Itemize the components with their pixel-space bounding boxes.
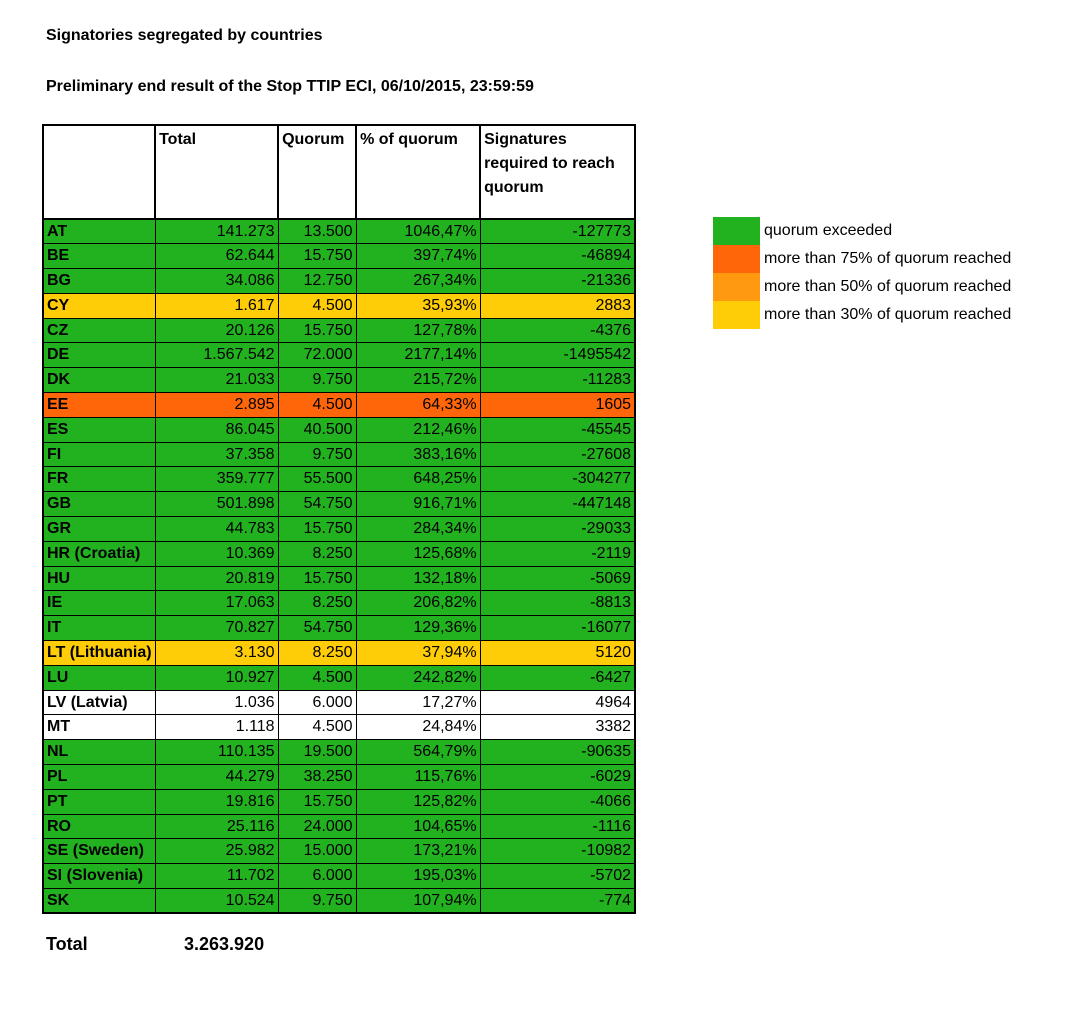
quorum-cell: 72.000 <box>278 343 356 368</box>
legend-swatch <box>713 301 760 329</box>
quorum-cell: 55.500 <box>278 467 356 492</box>
quorum-cell: 8.250 <box>278 591 356 616</box>
total-cell: 37.358 <box>155 442 278 467</box>
country-cell: BE <box>43 244 155 269</box>
legend-item <box>713 273 1011 301</box>
quorum-cell: 4.500 <box>278 715 356 740</box>
legend-label: more than 30% of quorum reached <box>764 306 1012 323</box>
quorum-cell: 15.000 <box>278 839 356 864</box>
signatures-required-cell: -16077 <box>480 616 635 641</box>
percent-of-quorum-cell: 397,74% <box>356 244 480 269</box>
signatures-required-cell: -1116 <box>480 814 635 839</box>
percent-of-quorum-cell: 129,36% <box>356 616 480 641</box>
quorum-cell: 9.750 <box>278 889 356 914</box>
total-cell: 11.702 <box>155 864 278 889</box>
signatures-required-cell: -29033 <box>480 517 635 542</box>
header-quorum: Quorum <box>278 125 356 219</box>
percent-of-quorum-cell: 648,25% <box>356 467 480 492</box>
quorum-cell: 15.750 <box>278 789 356 814</box>
total-cell: 10.369 <box>155 541 278 566</box>
table-row <box>43 765 635 790</box>
total-cell: 34.086 <box>155 269 278 294</box>
legend-label: quorum exceeded <box>764 222 893 239</box>
page-title: Signatories segregated by countries <box>46 27 323 44</box>
percent-of-quorum-cell: 212,46% <box>356 417 480 442</box>
country-cell: LT (Lithuania) <box>43 641 155 666</box>
total-cell: 1.118 <box>155 715 278 740</box>
percent-of-quorum-cell: 64,33% <box>356 393 480 418</box>
table-row <box>43 864 635 889</box>
table-row <box>43 244 635 269</box>
signatures-required-cell: 5120 <box>480 641 635 666</box>
table-row <box>43 789 635 814</box>
signatures-required-cell: 1605 <box>480 393 635 418</box>
signatures-required-cell: -11283 <box>480 368 635 393</box>
total-cell: 501.898 <box>155 492 278 517</box>
percent-of-quorum-cell: 267,34% <box>356 269 480 294</box>
country-cell: GR <box>43 517 155 542</box>
total-cell: 1.567.542 <box>155 343 278 368</box>
country-cell: SE (Sweden) <box>43 839 155 864</box>
quorum-cell: 54.750 <box>278 492 356 517</box>
legend-item <box>713 245 1011 273</box>
total-cell: 21.033 <box>155 368 278 393</box>
quorum-cell: 6.000 <box>278 864 356 889</box>
country-cell: NL <box>43 740 155 765</box>
table-row <box>43 293 635 318</box>
percent-of-quorum-cell: 215,72% <box>356 368 480 393</box>
country-cell: HU <box>43 566 155 591</box>
signatures-required-cell: -46894 <box>480 244 635 269</box>
quorum-cell: 19.500 <box>278 740 356 765</box>
percent-of-quorum-cell: 125,82% <box>356 789 480 814</box>
table-row <box>43 839 635 864</box>
quorum-cell: 15.750 <box>278 566 356 591</box>
total-cell: 86.045 <box>155 417 278 442</box>
country-cell: RO <box>43 814 155 839</box>
country-cell: SK <box>43 889 155 914</box>
percent-of-quorum-cell: 17,27% <box>356 690 480 715</box>
quorum-cell: 4.500 <box>278 393 356 418</box>
percent-of-quorum-cell: 195,03% <box>356 864 480 889</box>
signatures-required-cell: -774 <box>480 889 635 914</box>
total-cell: 20.126 <box>155 318 278 343</box>
country-cell: FR <box>43 467 155 492</box>
percent-of-quorum-cell: 173,21% <box>356 839 480 864</box>
country-cell: MT <box>43 715 155 740</box>
page-subtitle: Preliminary end result of the Stop TTIP ECI, 06/10/2015, 23:59:59 <box>46 78 534 95</box>
total-cell: 110.135 <box>155 740 278 765</box>
table-row <box>43 517 635 542</box>
total-cell: 70.827 <box>155 616 278 641</box>
table-row <box>43 219 635 244</box>
quorum-cell: 12.750 <box>278 269 356 294</box>
signatures-required-cell: -10982 <box>480 839 635 864</box>
signatures-required-cell: -5069 <box>480 566 635 591</box>
quorum-cell: 8.250 <box>278 541 356 566</box>
country-cell: LV (Latvia) <box>43 690 155 715</box>
table-row <box>43 715 635 740</box>
quorum-cell: 13.500 <box>278 219 356 244</box>
signatures-required-cell: -45545 <box>480 417 635 442</box>
percent-of-quorum-cell: 284,34% <box>356 517 480 542</box>
table-row <box>43 641 635 666</box>
quorum-cell: 54.750 <box>278 616 356 641</box>
percent-of-quorum-cell: 1046,47% <box>356 219 480 244</box>
signatures-required-cell: -27608 <box>480 442 635 467</box>
quorum-cell: 15.750 <box>278 517 356 542</box>
signatures-required-cell: -4066 <box>480 789 635 814</box>
total-cell: 10.927 <box>155 665 278 690</box>
table-row <box>43 814 635 839</box>
table-row <box>43 690 635 715</box>
quorum-cell: 4.500 <box>278 293 356 318</box>
country-cell: PL <box>43 765 155 790</box>
total-cell: 2.895 <box>155 393 278 418</box>
country-cell: LU <box>43 665 155 690</box>
table-row <box>43 417 635 442</box>
total-cell: 10.524 <box>155 889 278 914</box>
total-cell: 44.279 <box>155 765 278 790</box>
total-cell: 3.130 <box>155 641 278 666</box>
signatures-required-cell: -90635 <box>480 740 635 765</box>
total-cell: 17.063 <box>155 591 278 616</box>
quorum-cell: 24.000 <box>278 814 356 839</box>
percent-of-quorum-cell: 564,79% <box>356 740 480 765</box>
total-label: Total <box>46 934 88 954</box>
table-row <box>43 591 635 616</box>
percent-of-quorum-cell: 37,94% <box>356 641 480 666</box>
total-cell: 141.273 <box>155 219 278 244</box>
total-cell: 25.982 <box>155 839 278 864</box>
quorum-cell: 9.750 <box>278 442 356 467</box>
percent-of-quorum-cell: 383,16% <box>356 442 480 467</box>
table-row <box>43 740 635 765</box>
legend-swatch <box>713 245 760 273</box>
total-cell: 1.617 <box>155 293 278 318</box>
total-cell: 20.819 <box>155 566 278 591</box>
header-signatures-required: Signatures required to reach quorum <box>480 125 635 219</box>
percent-of-quorum-cell: 132,18% <box>356 566 480 591</box>
signatures-required-cell: -127773 <box>480 219 635 244</box>
percent-of-quorum-cell: 104,65% <box>356 814 480 839</box>
table-row <box>43 442 635 467</box>
signatures-required-cell: -6427 <box>480 665 635 690</box>
signatures-required-cell: -447148 <box>480 492 635 517</box>
percent-of-quorum-cell: 127,78% <box>356 318 480 343</box>
country-cell: CZ <box>43 318 155 343</box>
country-cell: SI (Slovenia) <box>43 864 155 889</box>
total-cell: 19.816 <box>155 789 278 814</box>
table-row <box>43 665 635 690</box>
quorum-cell: 15.750 <box>278 244 356 269</box>
signatures-required-cell: -6029 <box>480 765 635 790</box>
header-country <box>43 125 155 219</box>
percent-of-quorum-cell: 35,93% <box>356 293 480 318</box>
legend-swatch <box>713 273 760 301</box>
country-cell: BG <box>43 269 155 294</box>
table-row <box>43 393 635 418</box>
signatures-required-cell: -8813 <box>480 591 635 616</box>
quorum-cell: 9.750 <box>278 368 356 393</box>
quorum-cell: 15.750 <box>278 318 356 343</box>
table-row <box>43 566 635 591</box>
total-cell: 44.783 <box>155 517 278 542</box>
country-cell: ES <box>43 417 155 442</box>
country-cell: PT <box>43 789 155 814</box>
legend <box>713 217 1011 329</box>
table-row <box>43 269 635 294</box>
percent-of-quorum-cell: 115,76% <box>356 765 480 790</box>
legend-swatch <box>713 217 760 245</box>
quorum-cell: 38.250 <box>278 765 356 790</box>
table-row <box>43 889 635 914</box>
country-cell: GB <box>43 492 155 517</box>
total-cell: 62.644 <box>155 244 278 269</box>
table-row <box>43 467 635 492</box>
country-cell: DE <box>43 343 155 368</box>
legend-item <box>713 301 1011 329</box>
total-value: 3.263.920 <box>184 934 265 954</box>
signatures-required-cell: -2119 <box>480 541 635 566</box>
legend-label: more than 50% of quorum reached <box>764 278 1012 295</box>
quorum-cell: 8.250 <box>278 641 356 666</box>
signatures-required-cell: 2883 <box>480 293 635 318</box>
table-row <box>43 492 635 517</box>
quorum-cell: 6.000 <box>278 690 356 715</box>
signatures-required-cell: -21336 <box>480 269 635 294</box>
signatures-required-cell: 3382 <box>480 715 635 740</box>
table-header-row <box>43 125 635 219</box>
country-cell: IT <box>43 616 155 641</box>
signatures-required-cell: -4376 <box>480 318 635 343</box>
country-cell: DK <box>43 368 155 393</box>
percent-of-quorum-cell: 107,94% <box>356 889 480 914</box>
signatures-required-cell: -304277 <box>480 467 635 492</box>
legend-item <box>713 217 1011 245</box>
percent-of-quorum-cell: 206,82% <box>356 591 480 616</box>
country-cell: CY <box>43 293 155 318</box>
quorum-cell: 4.500 <box>278 665 356 690</box>
country-cell: FI <box>43 442 155 467</box>
country-cell: EE <box>43 393 155 418</box>
header-percent-of-quorum: % of quorum <box>356 125 480 219</box>
country-cell: IE <box>43 591 155 616</box>
country-cell: HR (Croatia) <box>43 541 155 566</box>
signatures-table <box>42 124 636 914</box>
table-row <box>43 343 635 368</box>
total-cell: 25.116 <box>155 814 278 839</box>
signatures-required-cell: -1495542 <box>480 343 635 368</box>
signatures-required-cell: -5702 <box>480 864 635 889</box>
percent-of-quorum-cell: 24,84% <box>356 715 480 740</box>
percent-of-quorum-cell: 125,68% <box>356 541 480 566</box>
table-row <box>43 318 635 343</box>
percent-of-quorum-cell: 242,82% <box>356 665 480 690</box>
total-cell: 1.036 <box>155 690 278 715</box>
signatures-required-cell: 4964 <box>480 690 635 715</box>
table-row <box>43 616 635 641</box>
legend-label: more than 75% of quorum reached <box>764 250 1012 267</box>
table-body <box>43 219 635 913</box>
table-row <box>43 541 635 566</box>
country-cell: AT <box>43 219 155 244</box>
quorum-cell: 40.500 <box>278 417 356 442</box>
header-total: Total <box>155 125 278 219</box>
table-row <box>43 368 635 393</box>
total-cell: 359.777 <box>155 467 278 492</box>
percent-of-quorum-cell: 916,71% <box>356 492 480 517</box>
percent-of-quorum-cell: 2177,14% <box>356 343 480 368</box>
